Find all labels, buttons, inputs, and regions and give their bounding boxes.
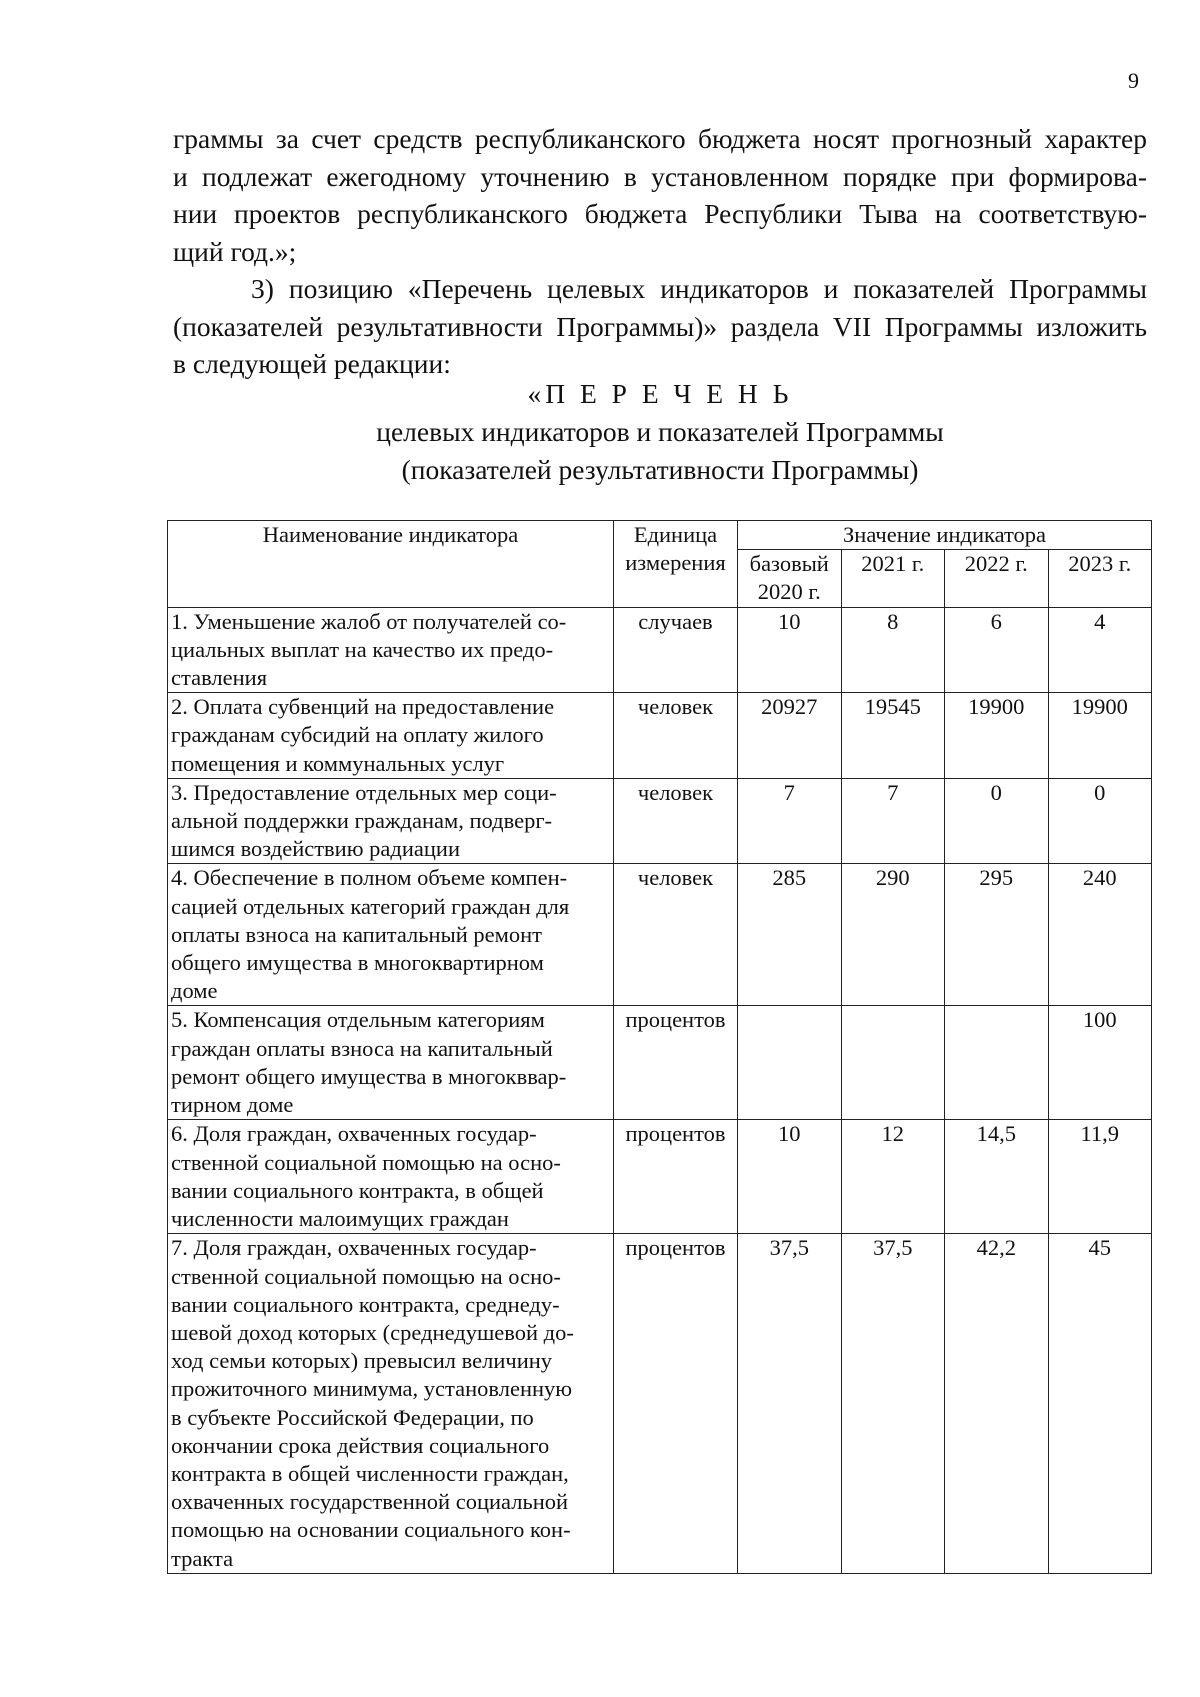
value-base: 10 xyxy=(738,1120,842,1234)
text-line: 3) позицию «Перечень целевых индикаторов и показателей Программы xyxy=(251,273,1147,304)
title-heading: «П Е Р Е Ч Е Н Ь xyxy=(527,378,793,409)
value-2021: 8 xyxy=(841,607,945,693)
text-line: в следующей редакции: xyxy=(173,348,451,379)
table-row xyxy=(168,778,1152,864)
indicator-unit: человек xyxy=(614,778,738,864)
value-2021: 7 xyxy=(841,778,945,864)
indicator-unit: процентов xyxy=(614,1234,738,1573)
value-base: 285 xyxy=(738,864,842,1006)
value-base: 37,5 xyxy=(738,1234,842,1573)
value-2023: 19900 xyxy=(1048,693,1152,779)
indicator-name: 6. Доля граждан, охваченных государ- ственной социальной помощью на осно- вании социального контракта, в общей численности малоимущих граждан xyxy=(168,1120,614,1234)
value-2021: 19545 xyxy=(841,693,945,779)
value-2021: 37,5 xyxy=(841,1234,945,1573)
value-2023: 0 xyxy=(1048,778,1152,864)
indicator-name: 3. Предоставление отдельных мер соци- альной поддержки гражданам, подверг- шимся воздействию радиации xyxy=(168,778,614,864)
indicators-table xyxy=(167,520,1152,1574)
value-2022: 19900 xyxy=(945,693,1049,779)
value-2021: 12 xyxy=(841,1120,945,1234)
indicator-unit: процентов xyxy=(614,1006,738,1120)
value-base: 7 xyxy=(738,778,842,864)
text-line: (показателей результативности Программы)» раздела VII Программы изложить xyxy=(173,310,1147,342)
header-base: базовый 2020 г. xyxy=(738,550,842,607)
title-subheading: (показателей результативности Программы) xyxy=(401,454,919,485)
value-2023: 4 xyxy=(1048,607,1152,693)
table-row xyxy=(168,1120,1152,1234)
value-2023: 100 xyxy=(1048,1006,1152,1120)
indicator-name: 7. Доля граждан, охваченных государ- ственной социальной помощью на осно- вании социального контракта, среднеду- шевой доход которых (среднедушевой до- ход семьи которых) превысил величину прожиточного минимума, установленную в субъекте Российской Федерации, по окончании срока действия социального контракта в общей численности граждан, охваченных государственной социальной помощью на основании социального кон- тракта xyxy=(168,1234,614,1573)
value-base xyxy=(738,1006,842,1120)
value-2022: 14,5 xyxy=(945,1120,1049,1234)
indicator-name: 2. Оплата субвенций на предоставление гражданам субсидий на оплату жилого помещения и коммунальных услуг xyxy=(168,693,614,779)
value-2022: 295 xyxy=(945,864,1049,1006)
indicator-unit: случаев xyxy=(614,607,738,693)
indicator-name: 4. Обеспечение в полном объеме компен- сацией отдельных категорий граждан для оплаты взноса на капитальный ремонт общего имущества в многоквартирном доме xyxy=(168,864,614,1006)
table-header-row xyxy=(168,521,1152,550)
page-number: 9 xyxy=(1128,68,1139,93)
indicator-unit: человек xyxy=(614,864,738,1006)
value-2023: 240 xyxy=(1048,864,1152,1006)
document-title xyxy=(173,375,1147,489)
header-2021: 2021 г. xyxy=(841,550,945,607)
indicator-name: 5. Компенсация отдельным категориям граждан оплаты взноса на капитальный ремонт общего имущества в многокввар- тирном доме xyxy=(168,1006,614,1120)
value-2023: 11,9 xyxy=(1048,1120,1152,1234)
header-name: Наименование индикатора xyxy=(168,521,614,608)
indicator-unit: человек xyxy=(614,693,738,779)
value-base: 20927 xyxy=(738,693,842,779)
table-row xyxy=(168,607,1152,693)
value-2021 xyxy=(841,1006,945,1120)
indicator-unit: процентов xyxy=(614,1120,738,1234)
title-subheading: целевых индикаторов и показателей Программы xyxy=(376,416,944,447)
value-2022: 6 xyxy=(945,607,1049,693)
table-row xyxy=(168,1006,1152,1120)
indicator-name: 1. Уменьшение жалоб от получателей со- циальных выплат на качество их предо- ставления xyxy=(168,607,614,693)
header-unit: Единица измерения xyxy=(614,521,738,608)
value-2022 xyxy=(945,1006,1049,1120)
intro-paragraph xyxy=(173,120,1147,383)
value-base: 10 xyxy=(738,607,842,693)
table-row xyxy=(168,693,1152,779)
value-2023: 45 xyxy=(1048,1234,1152,1573)
text-line: щий год.»; xyxy=(173,235,297,267)
table-row xyxy=(168,864,1152,1006)
header-2022: 2022 г. xyxy=(945,550,1049,607)
value-2022: 42,2 xyxy=(945,1234,1049,1573)
header-2023: 2023 г. xyxy=(1048,550,1152,607)
table-row xyxy=(168,1234,1152,1573)
text-line: граммы за счет средств республиканского бюджета носят прогнозный характер xyxy=(173,123,1147,154)
text-line: и подлежат ежегодному уточнению в установленном порядке при формирова- xyxy=(173,160,1147,192)
header-value-group: Значение индикатора xyxy=(738,521,1152,550)
value-2022: 0 xyxy=(945,778,1049,864)
value-2021: 290 xyxy=(841,864,945,1006)
text-line: нии проектов республиканского бюджета Республики Тыва на соответствую- xyxy=(173,198,1147,229)
